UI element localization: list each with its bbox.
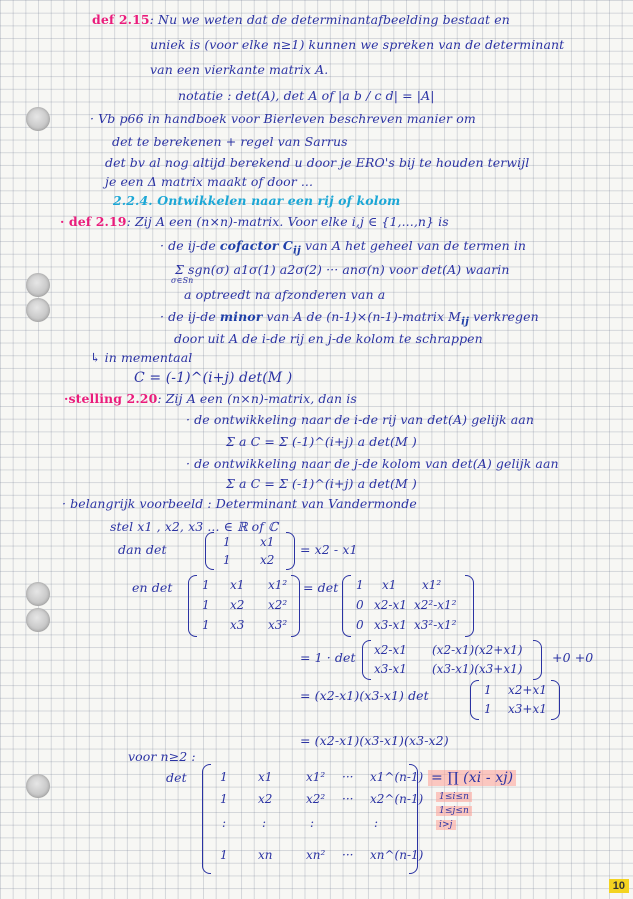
- matrix-cell: x3-x1: [374, 618, 407, 632]
- def-2-15-line-2: uniek is (voor elke n≥1) kunnen we spreken van de determinant: [150, 37, 565, 52]
- def-2-15-line-3: van een vierkante matrix A.: [150, 62, 329, 77]
- punch-hole: [26, 298, 50, 322]
- matrix-cell: 1: [202, 618, 210, 632]
- matrix-cell: (x2-x1)(x2+x1): [432, 643, 523, 657]
- cofactor-text: van A het geheel van de termen in: [300, 238, 527, 253]
- bracket-right: [465, 575, 474, 637]
- bracket-right: [533, 640, 542, 680]
- p66-line-3: det bv al nog altijd berekend u door je ERO's bij te houden terwijl: [105, 155, 530, 170]
- stelling-tag: ·stelling 2.20: [64, 391, 158, 406]
- vb-step3: = (x2-x1)(x3-x1)(x3-x2): [300, 733, 449, 748]
- matrix-cell: 1: [220, 770, 228, 784]
- vb-res-2x2: = x2 - x1: [300, 542, 358, 557]
- matrix-cell: xn: [258, 848, 273, 862]
- vandermonde-matrix: [202, 764, 424, 874]
- matrix-cell: xn^(n-1): [370, 848, 424, 862]
- minor-prefix: · de ij-de: [160, 309, 216, 324]
- minor-term: minor: [219, 309, 263, 324]
- mementaal-formula: C = (-1)^(i+j) det(M ): [134, 370, 293, 386]
- matrix-cell: 1: [202, 578, 210, 592]
- cofactor-label: cofactor C: [219, 238, 293, 253]
- def-2-19-text-1: : Zij A een (n×n)-matrix. Voor elke i,j ∈ {1,...,n} is: [126, 214, 449, 229]
- matrix-cell: x2²-x1²: [414, 598, 457, 612]
- product-sub-1: 1≤i≤n: [436, 792, 472, 802]
- matrix-cell: x1: [258, 770, 273, 784]
- def-2-19-line-4: a optreedt na afzonderen van a: [184, 287, 386, 302]
- vb-line-1: · belangrijk voorbeeld : Determinant van Vandermonde: [62, 496, 417, 511]
- stelling-line-1: [64, 391, 357, 406]
- matrix-cell: :: [310, 816, 315, 830]
- minor-text-2: verkregen: [469, 309, 539, 324]
- p66-line-1: · Vb p66 in handboek voor Bierleven beschreven manier om: [90, 111, 476, 126]
- vandermonde-product: = ∏ (xi - xj): [428, 770, 516, 786]
- matrix-cell: (x3-x1)(x3+x1): [432, 662, 523, 676]
- p66-line-2: det te berekenen + regel van Sarrus: [112, 134, 348, 149]
- cofactor-prefix: · de ij-de: [160, 238, 216, 253]
- bracket-left: [342, 575, 351, 637]
- cofactor-term: [219, 238, 301, 257]
- def-2-19-line-6: door uit A de i-de rij en j-de kolom te schrappen: [174, 331, 483, 346]
- matrix-cell: 1: [202, 598, 210, 612]
- matrix-cell: x3²-x1²: [414, 618, 457, 632]
- matrix-cell: x2: [258, 792, 273, 806]
- cofactor-sub: ij: [292, 244, 301, 257]
- stelling-line-5: Σ a C = Σ (-1)^(i+j) a det(M ): [226, 476, 417, 491]
- matrix-cell: 1: [223, 535, 231, 549]
- bracket-left: [188, 575, 197, 637]
- bracket-left: [362, 640, 371, 680]
- product-sub-3: i>j: [436, 820, 456, 830]
- vb-step2-lhs: = (x2-x1)(x3-x1) det: [300, 688, 429, 703]
- matrix-cell: 1: [484, 702, 492, 716]
- matrix-cell: x2^(n-1): [370, 792, 424, 806]
- matrix-cell: x1^(n-1): [370, 770, 424, 784]
- matrix-cell: 1: [223, 553, 231, 567]
- matrix-cell: :: [262, 816, 267, 830]
- punch-hole: [26, 582, 50, 606]
- def-2-19-line-3: Σ sgn(σ) a1σ(1) a2σ(2) ··· anσ(n) voor det(A) waarin: [175, 262, 510, 277]
- matrix-cell: x2: [230, 598, 245, 612]
- def-2-19-line-1: [60, 214, 449, 229]
- def-2-19-line-3-sub: σ∈Sn: [171, 276, 194, 285]
- matrix-cell: x1: [260, 535, 275, 549]
- matrix-cell: x2+x1: [508, 683, 547, 697]
- bracket-left: [470, 680, 479, 720]
- vb-line-2: stel x1 , x2, x3 ... ∈ ℝ of ℂ: [110, 519, 279, 534]
- stelling-line-3: Σ a C = Σ (-1)^(i+j) a det(M ): [226, 434, 417, 449]
- def-2-15-line-1: [92, 12, 510, 27]
- matrix-cell: ···: [342, 770, 354, 784]
- matrix-cell: 1: [484, 683, 492, 697]
- matrix-cell: x2-x1: [374, 643, 407, 657]
- p66-line-4: je een Δ matrix maakt of door ...: [105, 174, 314, 189]
- matrix-cell: x2²: [268, 598, 288, 612]
- vb-det-n: det: [166, 770, 187, 785]
- def-2-19-line-2: [160, 238, 526, 257]
- bracket-right: [291, 575, 300, 637]
- matrix-cell: x3+x1: [508, 702, 547, 716]
- matrix-cell: x1: [382, 578, 397, 592]
- stelling-text-1: : Zij A een (n×n)-matrix, dan is: [157, 391, 357, 406]
- matrix-3x3: [188, 575, 300, 637]
- minor-sub: ij: [461, 315, 469, 328]
- punch-hole: [26, 608, 50, 632]
- mementaal-label: ↳ in mementaal: [90, 350, 193, 365]
- def-2-19-tag: · def 2.19: [60, 214, 127, 229]
- matrix-cell: x1: [230, 578, 245, 592]
- stelling-line-4: · de ontwikkeling naar de j-de kolom van det(A) gelijk aan: [186, 456, 559, 471]
- vb-step1-lhs: = 1 · det: [300, 650, 356, 665]
- matrix-2x2-step1: [362, 640, 542, 680]
- def-2-15-text-1: : Nu we weten dat de determinantafbeelding bestaat en: [149, 12, 510, 27]
- vb-dan-det: dan det: [118, 542, 167, 557]
- matrix-cell: 1: [356, 578, 364, 592]
- page-number: 10: [609, 879, 629, 893]
- vb-voor: voor n≥2 :: [128, 749, 196, 764]
- matrix-cell: x3-x1: [374, 662, 407, 676]
- matrix-3x3-reduced: [342, 575, 474, 637]
- matrix-cell: xn²: [306, 848, 326, 862]
- bracket-right: [286, 532, 295, 570]
- punch-hole: [26, 774, 50, 798]
- matrix-cell: x3: [230, 618, 245, 632]
- bracket-left: [202, 764, 211, 874]
- vb-en-det: en det: [132, 580, 173, 595]
- matrix-cell: x2-x1: [374, 598, 407, 612]
- matrix-cell: :: [222, 816, 227, 830]
- matrix-cell: x1²: [422, 578, 442, 592]
- matrix-cell: 0: [356, 618, 364, 632]
- matrix-2x2: [205, 532, 295, 570]
- matrix-cell: x2: [260, 553, 275, 567]
- def-2-19-line-5: [160, 309, 539, 328]
- matrix-cell: x3²: [268, 618, 288, 632]
- matrix-cell: ···: [342, 792, 354, 806]
- vb-eq-det: = det: [303, 580, 339, 595]
- bracket-right: [551, 680, 560, 720]
- punch-hole: [26, 273, 50, 297]
- matrix-cell: x1²: [306, 770, 326, 784]
- matrix-cell: 1: [220, 848, 228, 862]
- vb-step1-rhs: +0 +0: [552, 650, 594, 665]
- matrix-cell: ···: [342, 848, 354, 862]
- section-heading: 2.2.4. Ontwikkelen naar een rij of kolom: [113, 193, 401, 208]
- minor-text: van A de (n-1)×(n-1)-matrix M: [266, 309, 462, 324]
- product-sub-2: 1≤j≤n: [436, 806, 472, 816]
- stelling-line-2: · de ontwikkeling naar de i-de rij van det(A) gelijk aan: [186, 412, 534, 427]
- def-2-15-tag: def 2.15: [92, 12, 150, 27]
- matrix-cell: x1²: [268, 578, 288, 592]
- bracket-left: [205, 532, 214, 570]
- matrix-cell: x2²: [306, 792, 326, 806]
- matrix-cell: 1: [220, 792, 228, 806]
- punch-hole: [26, 107, 50, 131]
- matrix-cell: 0: [356, 598, 364, 612]
- def-2-15-line-4: notatie : det(A), det A of |a b / c d| = |A|: [178, 88, 435, 103]
- matrix-cell: :: [374, 816, 379, 830]
- matrix-2x2-step2: [470, 680, 560, 720]
